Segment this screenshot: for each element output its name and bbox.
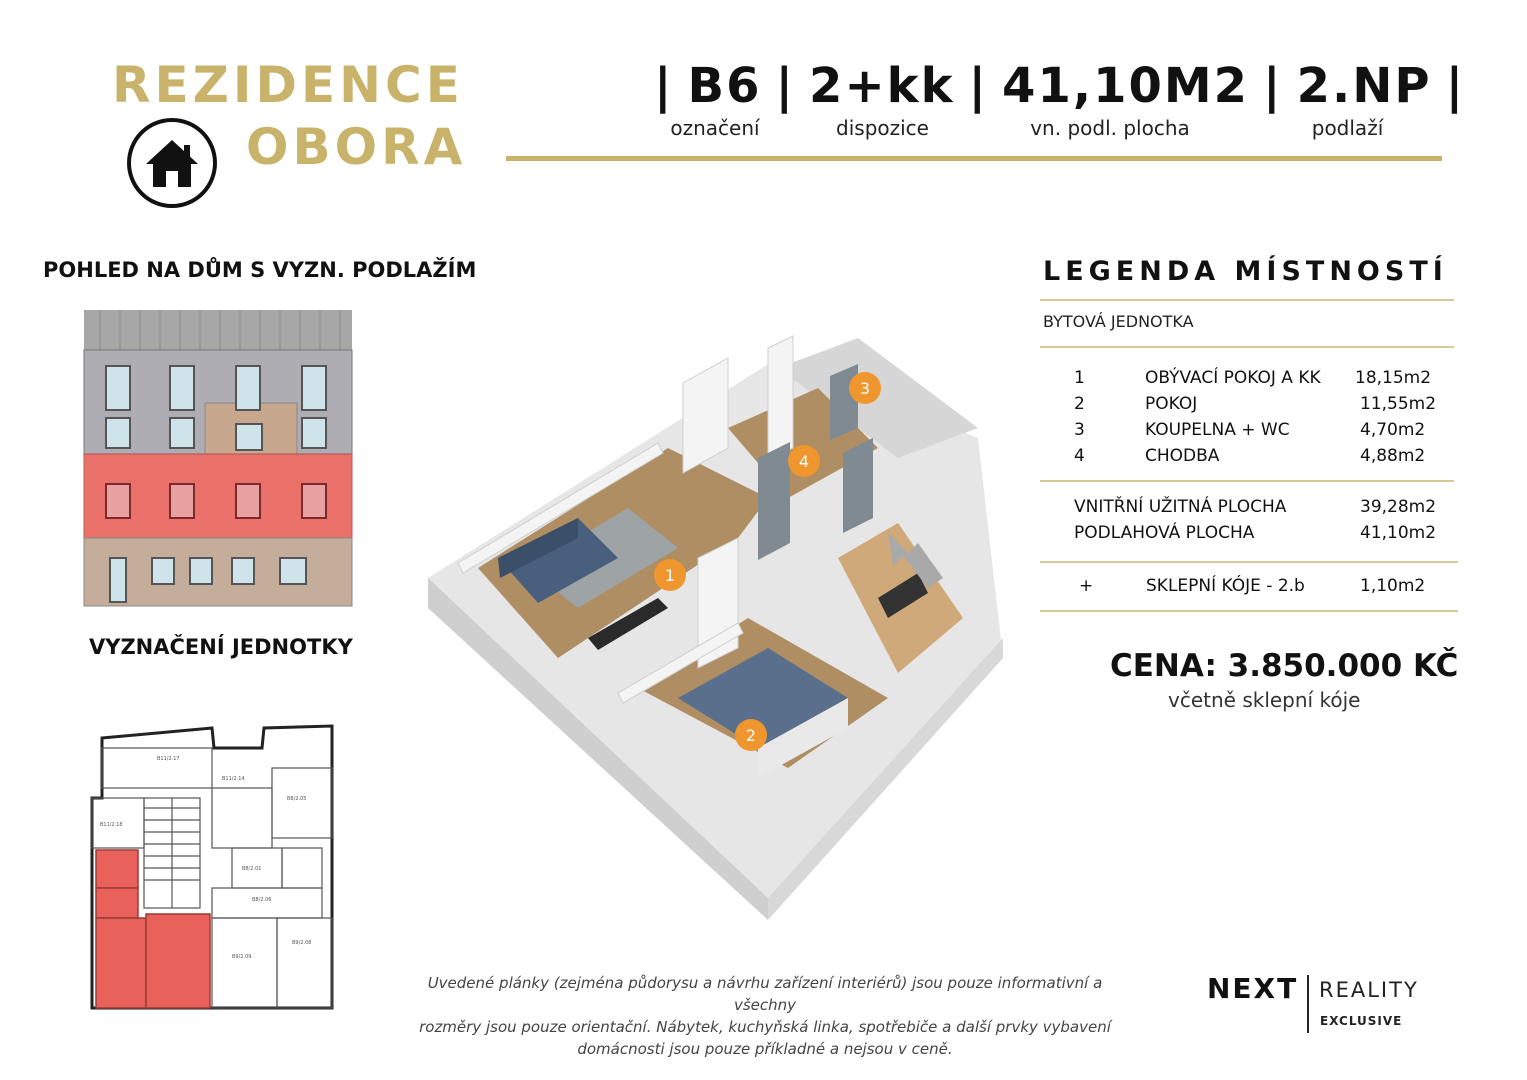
list-item bbox=[1074, 368, 1454, 394]
disclaimer-line: Uvedené plánky (zejména půdorysu a návrhu zařízení interiérů) jsou pouze informativní a všechny bbox=[427, 974, 1103, 1014]
disclaimer-line: rozměry jsou pouze orientační. Nábytek, kuchyňská linka, spotřebiče a další prvky vybavení bbox=[419, 1018, 1111, 1036]
svg-text:B11/2.17: B11/2.17 bbox=[157, 756, 180, 762]
list-item bbox=[1074, 497, 1454, 523]
room-area: 4,70m2 bbox=[1360, 420, 1426, 440]
legend-divider bbox=[1040, 561, 1458, 563]
legend-divider bbox=[1040, 610, 1458, 612]
header-divider bbox=[506, 156, 1442, 161]
room-number: 2 bbox=[1074, 394, 1085, 414]
legend-title: LEGENDA MÍSTNOSTÍ bbox=[1043, 256, 1448, 287]
room-number: 3 bbox=[1074, 420, 1085, 440]
area-value: 41,10M2 bbox=[1002, 58, 1250, 114]
legend-divider bbox=[1040, 480, 1454, 482]
room-name: KOUPELNA + WC bbox=[1145, 420, 1290, 440]
legend-divider bbox=[1040, 346, 1454, 348]
room-number: 1 bbox=[1074, 368, 1085, 388]
disclaimer-line: domácnosti jsou pouze příkladné a nejsou v ceně. bbox=[577, 1040, 953, 1058]
agency-sub: REALITY bbox=[1319, 978, 1419, 1002]
floor-plan-drawing bbox=[82, 708, 352, 1010]
room-name: OBÝVACÍ POKOJ A KK bbox=[1145, 368, 1321, 388]
price-note: včetně sklepní kóje bbox=[1168, 688, 1361, 712]
separator: | bbox=[1263, 58, 1283, 114]
unit-title: VYZNAČENÍ JEDNOTKY bbox=[89, 635, 353, 659]
house-icon bbox=[127, 118, 217, 208]
room-name: POKOJ bbox=[1145, 394, 1198, 414]
totals-list bbox=[1074, 497, 1454, 549]
room-list bbox=[1074, 368, 1454, 472]
svg-text:B11/2.18: B11/2.18 bbox=[100, 822, 123, 828]
total-name: PODLAHOVÁ PLOCHA bbox=[1074, 523, 1255, 543]
list-item bbox=[1074, 394, 1454, 420]
extra-area: 1,10m2 bbox=[1360, 576, 1426, 596]
svg-text:B9/2.09: B9/2.09 bbox=[232, 954, 252, 960]
extra-name: SKLEPNÍ KÓJE - 2.b bbox=[1146, 576, 1305, 596]
designation-label: označení bbox=[670, 116, 760, 140]
disposition-label: dispozice bbox=[836, 116, 929, 140]
disclaimer bbox=[395, 972, 1135, 1060]
svg-text:B8/2.05: B8/2.05 bbox=[287, 796, 307, 802]
legend-section: BYTOVÁ JEDNOTKA bbox=[1043, 312, 1194, 331]
total-area: 41,10m2 bbox=[1360, 523, 1437, 543]
room-badge-1: 1 bbox=[654, 559, 686, 591]
svg-text:B9/2.08: B9/2.08 bbox=[292, 940, 312, 946]
total-name: VNITŘNÍ UŽITNÁ PLOCHA bbox=[1074, 497, 1287, 517]
area-label: vn. podl. plocha bbox=[1030, 116, 1190, 140]
room-badge-2: 2 bbox=[735, 719, 767, 751]
disposition-value: 2+kk bbox=[809, 58, 955, 114]
list-item bbox=[1074, 523, 1454, 549]
designation-value: B6 bbox=[687, 58, 762, 114]
list-item bbox=[1074, 420, 1454, 446]
separator: | bbox=[968, 58, 989, 114]
separator: | bbox=[775, 58, 796, 114]
apartment-3d-plan bbox=[418, 308, 1008, 923]
floor-value: 2.NP bbox=[1296, 58, 1432, 114]
separator: | bbox=[1445, 58, 1466, 114]
spec-row bbox=[640, 58, 1479, 114]
logo-divider bbox=[1307, 975, 1309, 1033]
room-number: 4 bbox=[1074, 446, 1085, 466]
room-area: 4,88m2 bbox=[1360, 446, 1426, 466]
price: CENA: 3.850.000 KČ bbox=[1110, 648, 1459, 684]
svg-text:B8/2.06: B8/2.06 bbox=[252, 897, 272, 903]
brand-line2: OBORA bbox=[246, 118, 467, 176]
facade-drawing bbox=[80, 308, 356, 608]
svg-text:B8/2.01: B8/2.01 bbox=[242, 866, 262, 872]
legend-divider bbox=[1040, 299, 1454, 301]
room-badge-3: 3 bbox=[849, 372, 881, 404]
brand-line1: REZIDENCE bbox=[112, 56, 464, 114]
floor-label: podlaží bbox=[1311, 116, 1384, 140]
room-badge-4: 4 bbox=[788, 445, 820, 477]
agency-logo: NEXT bbox=[1207, 972, 1299, 1005]
room-area: 11,55m2 bbox=[1360, 394, 1437, 414]
room-area: 18,15m2 bbox=[1355, 368, 1432, 388]
agency-tag: EXCLUSIVE bbox=[1320, 1014, 1403, 1028]
svg-text:B11/2.14: B11/2.14 bbox=[222, 776, 245, 782]
list-item bbox=[1074, 446, 1454, 472]
separator: | bbox=[654, 58, 674, 114]
facade-title: POHLED NA DŮM S VYZN. PODLAŽÍM bbox=[43, 258, 477, 282]
total-area: 39,28m2 bbox=[1360, 497, 1437, 517]
extra-item bbox=[1079, 576, 1459, 596]
room-name: CHODBA bbox=[1145, 446, 1220, 466]
extra-sign: + bbox=[1079, 576, 1094, 596]
